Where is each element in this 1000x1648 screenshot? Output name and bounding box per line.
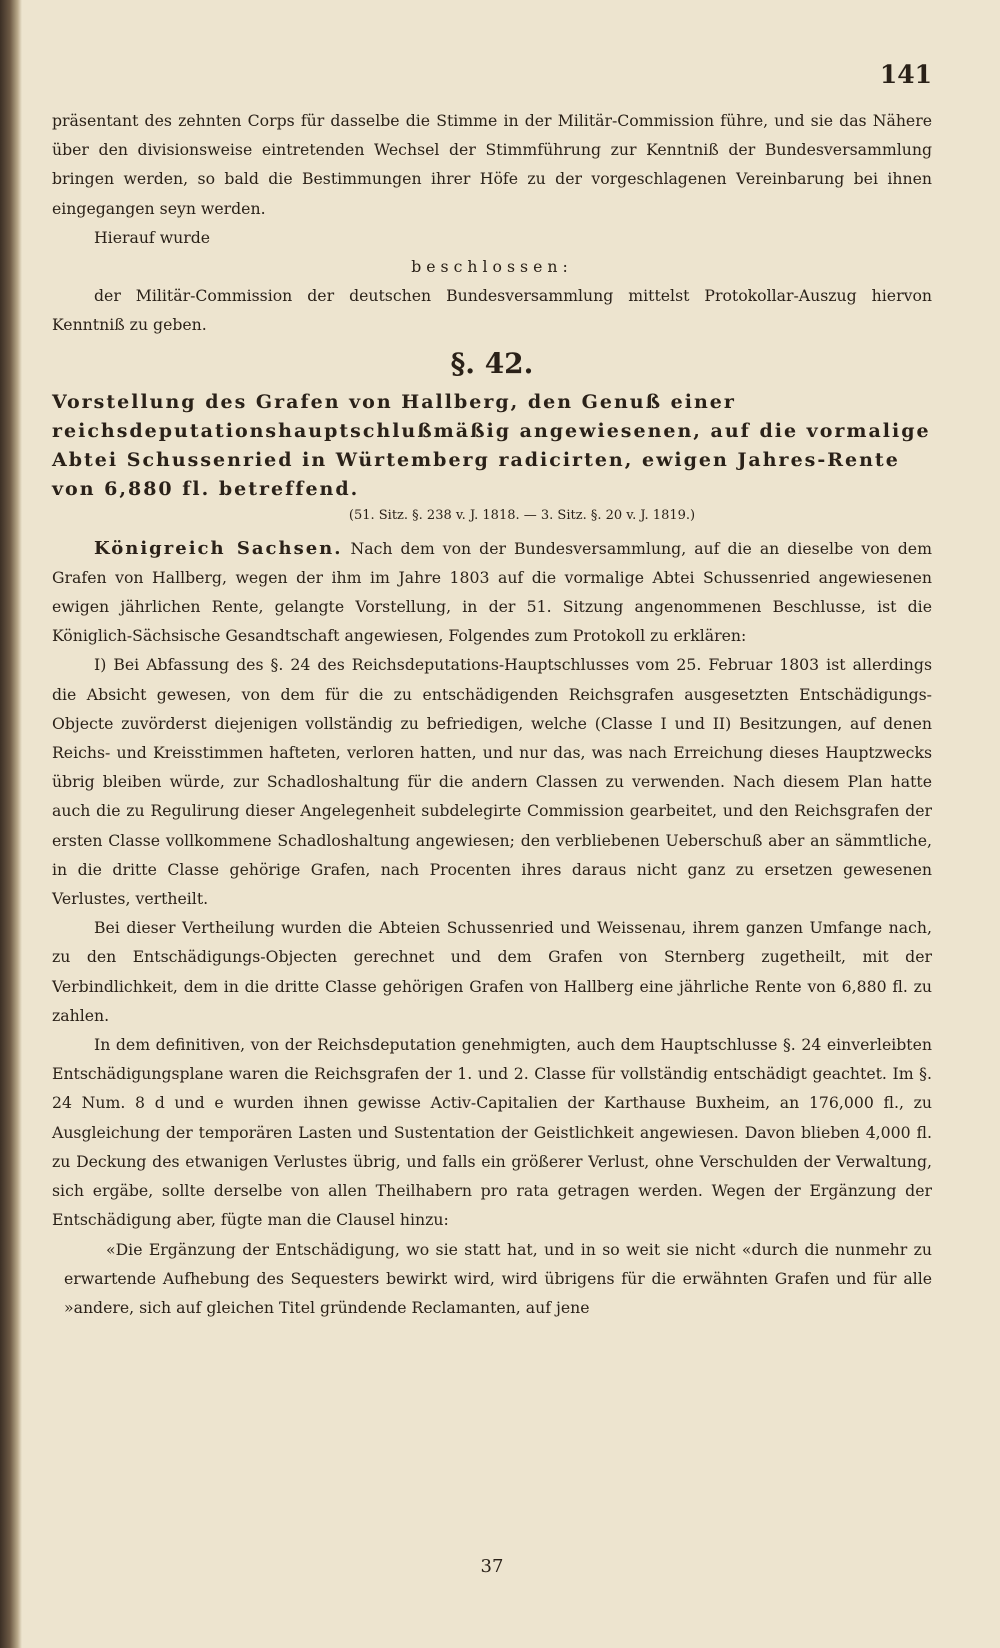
page-number: 141 [879, 60, 932, 89]
section-title: Vorstellung des Grafen von Hallberg, den Genuß einer reichsdeputationshauptschlußmäßig angewiesenen, auf die vormalige Abtei Schussenried in Würtemberg radicirten, ewigen Jahres-Rente von 6,880 fl. betreffend. [52, 390, 931, 500]
printer-signature: 37 [480, 1556, 504, 1577]
paragraph-saxony [52, 534, 932, 651]
paragraph-point-one: I) Bei Abfassung des §. 24 des Reichsdeputations-Hauptschlusses vom 25. Februar 1803 ist allerdings die Absicht gewesen, von dem für die zu entschädigenden Reichsgrafen ausgesetzten Entschädigungs-Objecte zuvörderst diejenigen vollständig zu befriedigen, welche (Classe I und II) Besitzungen, auf denen Reichs- und Kreisstimmen hafteten, verloren hatten, und nur das, was nach Erreichung dieses Hauptzwecks übrig bleiben würde, zur Schadloshaltung für die andern Classen zu verwenden. Nach diesem Plan hatte auch die zu Regulirung dieser Angelegenheit subdelegirte Commission gearbeitet, und den Reichsgrafen der ersten Classe vollkommene Schadloshaltung angewiesen; den verbliebenen Ueberschuß aber an sämmtliche, in die dritte Classe gehörige Grafen, nach Procenten ihres daraus nicht ganz zu ersetzen gewesenen Verlustes, vertheilt. [52, 655, 932, 909]
page-body [52, 106, 932, 1322]
paragraph-distribution: Bei dieser Vertheilung wurden die Abteien Schussenried und Weissenau, ihrem ganzen Umfange nach, zu den Entschädigungs-Objecten gerechnet und dem Grafen von Sternberg zugetheilt, mit der Verbindlichkeit, dem in die dritte Classe gehörigen Grafen von Hallberg eine jährliche Rente von 6,880 fl. zu zahlen. [52, 918, 932, 1025]
paragraph-resolution-intro: Hierauf wurde [94, 227, 211, 247]
book-binding-edge [0, 0, 22, 1648]
section-number: §. 42. [450, 346, 534, 380]
section-reference: (51. Sitz. §. 238 v. J. 1818. — 3. Sitz. §. 20 v. J. 1819.) [348, 507, 696, 523]
book-page [52, 50, 932, 1610]
state-name: Königreich Sachsen. [94, 537, 343, 559]
paragraph-definitive-plan: In dem definitiven, von der Reichsdeputation genehmigten, auch dem Hauptschlusse §. 24 einverleibten Entschädigungsplane waren die Reichsgrafen der 1. und 2. Classe für vollständig entschädigt geachtet. Im §. 24 Num. 8 d und e wurden ihnen gewisse Activ-Capitalien der Karthause Buxheim, an 176,000 fl., zu Ausgleichung der temporären Lasten und Sustentation der Geistlichkeit angewiesen. Davon blieben 4,000 fl. zu Deckung des etwanigen Verlustes übrig, und falls ein größerer Verlust, ohne Verschulden der Verwaltung, sich ergäbe, sollte derselbe von allen Theilhabern pro rata getragen werden. Wegen der Ergänzung der Entschädigung aber, fügte man die Clausel hinzu: [52, 1035, 932, 1230]
paragraph-saxony-text: Nach dem von der Bundesversammlung, auf die an dieselbe von dem Grafen von Hallberg, wegen der ihm im Jahre 1803 auf die vormalige Abtei Schussenried angewiesenen ewigen jährlichen Rente, gelangte Vorstellung, in der 51. Sitzung angenommenen Beschlusse, ist die Königlich-Sächsische Gesandtschaft angewiesen, Folgendes zum Protokoll zu erklären: [52, 538, 932, 646]
paragraph-resolution: der Militär-Commission der deutschen Bundesversammlung mittelst Protokollar-Auszug hiervon Kenntniß zu geben. [52, 286, 932, 335]
resolution-keyword: beschlossen: [411, 257, 573, 277]
paragraph-continuation: präsentant des zehnten Corps für dasselbe die Stimme in der Militär-Commission führe, und sie das Nähere über den divisionsweise eintretenden Wechsel der Stimmführung zur Kenntniß der Bundesversammlung bringen werden, so bald die Bestimmungen ihrer Höfe zu der vorgeschlagenen Vereinbarung bei ihnen eingegangen seyn werden. [52, 111, 932, 218]
paragraph-clause-quote: «Die Ergänzung der Entschädigung, wo sie statt hat, und in so weit sie nicht «durch die nunmehr zu erwartende Aufhebung des Sequesters bewirkt wird, wird übrigens für die erwähnten Grafen und für alle »andere, sich auf gleichen Titel gründende Reclamanten, auf jene [64, 1239, 932, 1317]
